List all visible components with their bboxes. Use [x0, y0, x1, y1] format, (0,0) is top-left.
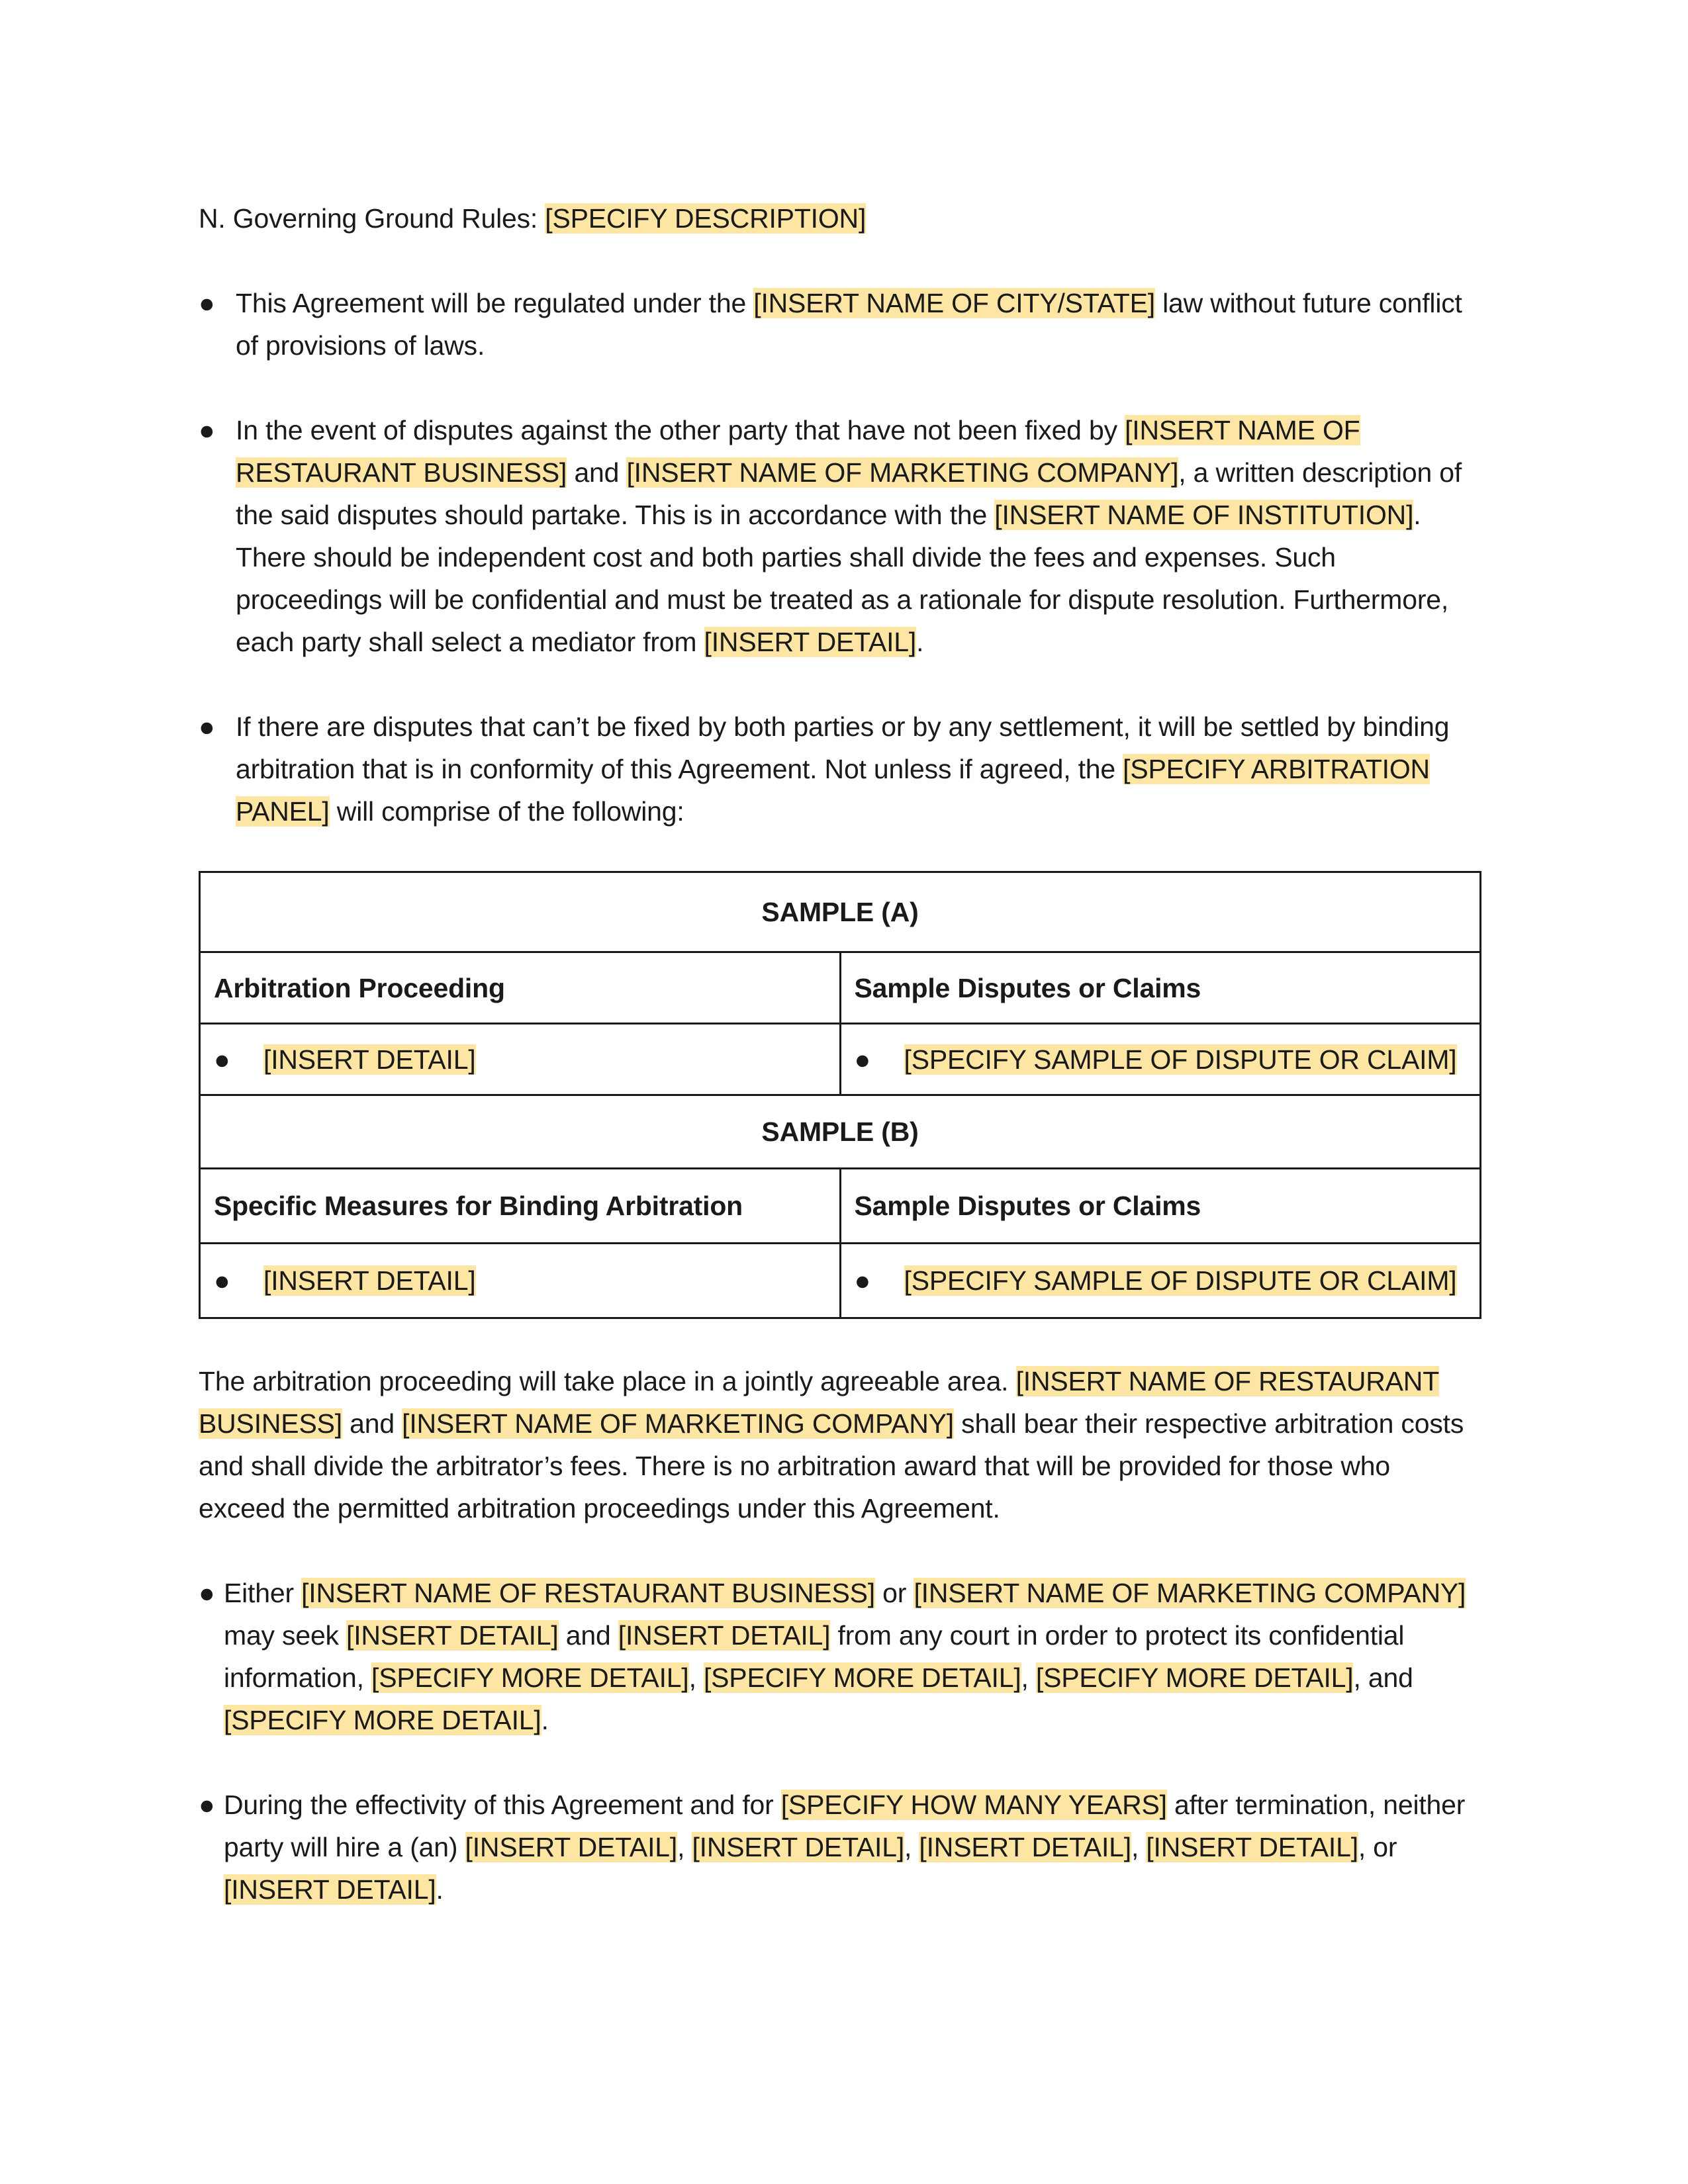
placeholder: [SPECIFY SAMPLE OF DISPUTE OR CLAIM] — [904, 1044, 1457, 1075]
table-row — [200, 1024, 1481, 1095]
text: The arbitration proceeding will take place in a jointly agreeable area. — [199, 1366, 1016, 1396]
text: , — [677, 1832, 692, 1862]
placeholder-specify-description: [SPECIFY DESCRIPTION] — [545, 203, 867, 234]
column-header: Sample Disputes or Claims — [840, 1169, 1481, 1244]
bullet-dot: ● — [199, 415, 215, 445]
text: , — [904, 1832, 919, 1862]
bullet-disputes — [199, 409, 1481, 663]
document-page — [199, 197, 1481, 1953]
text: If there are disputes that can’t be fixed by both parties or by any settlement, it will be settled by binding arbitration that is in conformity of this Agreement. Not unless if agreed, the — [236, 711, 1450, 784]
column-header: Sample Disputes or Claims — [840, 952, 1481, 1024]
bullet-dot: ● — [199, 711, 215, 742]
text: law without future conflict of provisions of laws. — [236, 288, 1462, 361]
text: and — [558, 1620, 618, 1651]
text: and — [342, 1408, 402, 1439]
placeholder: [INSERT DETAIL] — [618, 1620, 831, 1651]
placeholder: [SPECIFY HOW MANY YEARS] — [780, 1790, 1167, 1820]
placeholder: [SPECIFY MORE DETAIL] — [224, 1705, 541, 1735]
sample-a-title: SAMPLE (A) — [200, 872, 1481, 952]
table-row — [200, 872, 1481, 952]
placeholder: [INSERT DETAIL] — [692, 1832, 905, 1862]
placeholder: [INSERT NAME OF RESTAURANT BUSINESS] — [236, 415, 1360, 488]
sample-b-title: SAMPLE (B) — [200, 1095, 1481, 1169]
table-cell — [840, 1024, 1481, 1095]
bullet-court-relief — [199, 1572, 1481, 1741]
placeholder: [INSERT NAME OF RESTAURANT BUSINESS] — [301, 1578, 875, 1608]
placeholder: [INSERT DETAIL] — [704, 627, 917, 657]
table-cell — [200, 1024, 841, 1095]
arbitration-table — [199, 871, 1481, 1319]
bullet-arbitration — [199, 705, 1481, 833]
text: . — [436, 1874, 444, 1905]
text: from any court in order to protect its confidential information, — [224, 1620, 1405, 1693]
heading-text: N. Governing Ground Rules: — [199, 203, 545, 234]
placeholder: [INSERT NAME OF INSTITUTION] — [994, 500, 1414, 530]
table-row — [200, 1169, 1481, 1244]
bullet-dot: ● — [854, 1044, 871, 1075]
bullet-dot: ● — [854, 1265, 871, 1296]
placeholder: [INSERT NAME OF MARKETING COMPANY] — [914, 1578, 1466, 1608]
arbitration-paragraph — [199, 1360, 1481, 1529]
table-row — [200, 1095, 1481, 1169]
placeholder: [SPECIFY MORE DETAIL] — [1035, 1662, 1354, 1693]
bullet-dot: ● — [199, 1790, 215, 1820]
text: , and — [1353, 1662, 1413, 1693]
bullet-governing-law — [199, 282, 1481, 367]
placeholder: [INSERT NAME OF RESTAURANT BUSINESS] — [199, 1366, 1440, 1439]
bullet-dot: ● — [199, 288, 215, 318]
text: This Agreement will be regulated under the — [236, 288, 754, 318]
text: after termination, neither party will hire a (an) — [224, 1790, 1466, 1862]
bullet-non-solicitation — [199, 1784, 1481, 1911]
placeholder: [SPECIFY MORE DETAIL] — [371, 1662, 689, 1693]
text: In the event of disputes against the other party that have not been fixed by — [236, 415, 1125, 445]
text: . — [541, 1705, 549, 1735]
text: Either — [224, 1578, 302, 1608]
placeholder: [INSERT NAME OF CITY/STATE] — [753, 288, 1155, 318]
text: During the effectivity of this Agreement and for — [224, 1790, 781, 1820]
text: or — [874, 1578, 914, 1608]
text: . There should be independent cost and both parties shall divide the fees and expenses. Such proceedings will be confidential and must be treated as a rationale for dispute resolution. Furthermore, each party shall select a mediator from — [236, 500, 1449, 657]
placeholder: [INSERT DETAIL] — [263, 1265, 476, 1296]
placeholder: [INSERT DETAIL] — [1146, 1832, 1358, 1862]
placeholder: [INSERT DETAIL] — [919, 1832, 1131, 1862]
table-cell — [200, 1244, 841, 1318]
text: . — [916, 627, 924, 657]
placeholder: [INSERT DETAIL] — [263, 1044, 476, 1075]
placeholder: [SPECIFY SAMPLE OF DISPUTE OR CLAIM] — [904, 1265, 1457, 1296]
placeholder: [INSERT DETAIL] — [346, 1620, 559, 1651]
text: may seek — [224, 1620, 347, 1651]
bullet-dot: ● — [199, 1578, 215, 1608]
placeholder: [INSERT DETAIL] — [224, 1874, 436, 1905]
table-cell — [840, 1244, 1481, 1318]
text: , — [1131, 1832, 1147, 1862]
text: , — [1021, 1662, 1036, 1693]
text: , — [688, 1662, 704, 1693]
column-header: Arbitration Proceeding — [200, 952, 841, 1024]
text: will comprise of the following: — [329, 796, 684, 827]
table-row — [200, 952, 1481, 1024]
placeholder: [SPECIFY MORE DETAIL] — [703, 1662, 1021, 1693]
placeholder: [SPECIFY ARBITRATION PANEL] — [236, 754, 1430, 827]
table-row — [200, 1244, 1481, 1318]
text: , a written description of the said disputes should partake. This is in accordance with the — [236, 457, 1462, 530]
bullet-dot: ● — [214, 1044, 230, 1075]
placeholder: [INSERT DETAIL] — [465, 1832, 678, 1862]
text: shall bear their respective arbitration costs and shall divide the arbitrator’s fees. There is no arbitration award that will be provided for those who exceed the permitted arbitration proceedings under this Agreement. — [199, 1408, 1464, 1524]
bullet-dot: ● — [214, 1265, 230, 1296]
text: and — [567, 457, 627, 488]
column-header: Specific Measures for Binding Arbitration — [200, 1169, 841, 1244]
placeholder: [INSERT NAME OF MARKETING COMPANY] — [626, 457, 1179, 488]
placeholder: [INSERT NAME OF MARKETING COMPANY] — [402, 1408, 954, 1439]
section-heading — [199, 197, 1481, 240]
text: , or — [1358, 1832, 1397, 1862]
